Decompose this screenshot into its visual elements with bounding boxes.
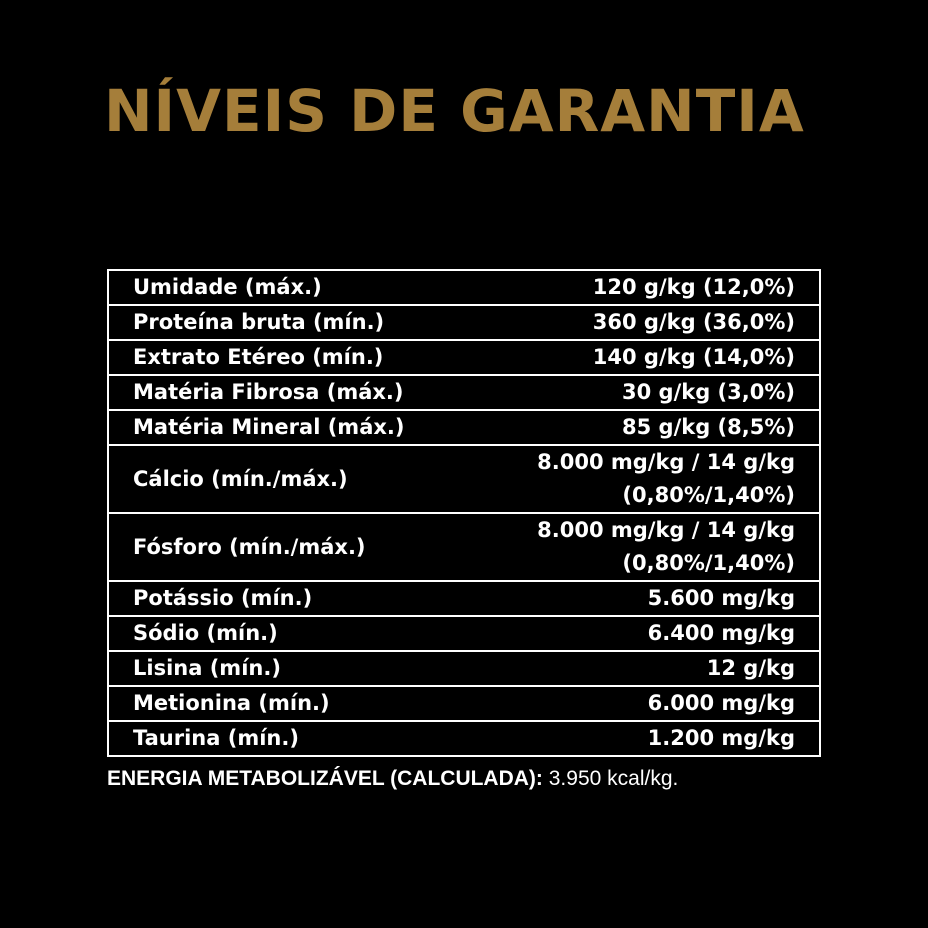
page-title: NÍVEIS DE GARANTIA <box>104 77 805 145</box>
nutrient-value: 85 g/kg (8,5%) <box>497 410 820 445</box>
nutrient-value: 1.200 mg/kg <box>497 721 820 756</box>
nutrient-value: 12 g/kg <box>497 651 820 686</box>
table-row <box>108 513 820 581</box>
table-row <box>108 721 820 756</box>
nutrient-name: Lisina (mín.) <box>108 651 497 686</box>
nutrient-value: 6.000 mg/kg <box>497 686 820 721</box>
nutrient-value: 120 g/kg (12,0%) <box>497 270 820 305</box>
nutrient-value: 360 g/kg (36,0%) <box>497 305 820 340</box>
nutrient-name: Matéria Mineral (máx.) <box>108 410 497 445</box>
nutrient-name: Extrato Etéreo (mín.) <box>108 340 497 375</box>
energy-label: ENERGIA METABOLIZÁVEL (CALCULADA): <box>107 767 543 790</box>
table-row <box>108 445 820 513</box>
value-line-1: 8.000 mg/kg / 14 g/kg <box>537 518 795 542</box>
table-row <box>108 581 820 616</box>
table-row <box>108 305 820 340</box>
energy-statement <box>107 766 678 792</box>
nutrient-name: Matéria Fibrosa (máx.) <box>108 375 497 410</box>
table-row <box>108 340 820 375</box>
value-line-2: (0,80%/1,40%) <box>622 551 795 575</box>
nutrient-name: Umidade (máx.) <box>108 270 497 305</box>
nutrient-name: Potássio (mín.) <box>108 581 497 616</box>
nutrient-name: Fósforo (mín./máx.) <box>108 513 497 581</box>
nutrient-name: Metionina (mín.) <box>108 686 497 721</box>
table-row <box>108 375 820 410</box>
nutrient-name: Sódio (mín.) <box>108 616 497 651</box>
nutrient-name: Cálcio (mín./máx.) <box>108 445 497 513</box>
nutrient-name: Taurina (mín.) <box>108 721 497 756</box>
table-row <box>108 651 820 686</box>
guarantee-table <box>107 269 821 757</box>
nutrient-value: 5.600 mg/kg <box>497 581 820 616</box>
table-row <box>108 616 820 651</box>
nutrient-value <box>497 513 820 581</box>
table-row <box>108 410 820 445</box>
table-row <box>108 686 820 721</box>
nutrient-value: 30 g/kg (3,0%) <box>497 375 820 410</box>
energy-value: 3.950 kcal/kg. <box>542 767 679 790</box>
nutrient-value <box>497 445 820 513</box>
value-line-1: 8.000 mg/kg / 14 g/kg <box>537 450 795 474</box>
nutrient-value: 140 g/kg (14,0%) <box>497 340 820 375</box>
nutrient-value: 6.400 mg/kg <box>497 616 820 651</box>
table-row <box>108 270 820 305</box>
nutrient-name: Proteína bruta (mín.) <box>108 305 497 340</box>
value-line-2: (0,80%/1,40%) <box>622 483 795 507</box>
